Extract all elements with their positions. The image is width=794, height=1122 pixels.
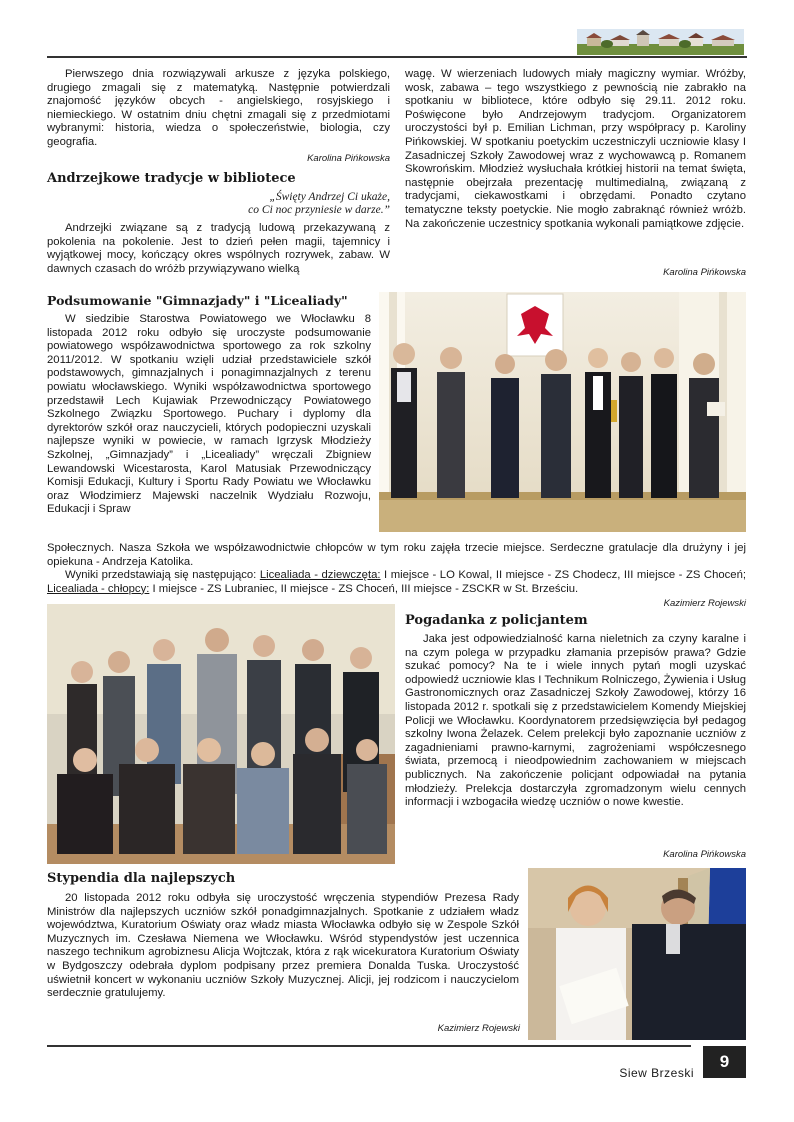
andrzejki-body-left (47, 222, 390, 276)
sports-byline: Kazimierz Rojewski (663, 598, 746, 609)
exams-article-body (47, 68, 390, 150)
footer-publication: Siew Brzeski (619, 1066, 694, 1080)
sports-body-wide (47, 542, 746, 596)
page-number-box (703, 1046, 746, 1078)
exams-byline: Karolina Pińkowska (307, 153, 390, 164)
sports-results-boys: I miejsce - ZS Lubraniec, II miejsce - ZS Choceń, III miejsce - ZSCKR w St. Brześciu. (149, 582, 579, 595)
sports-title: Podsumowanie "Gimnazjady" i "Licealiady" (47, 293, 348, 308)
page-number: 9 (719, 1052, 730, 1071)
scholarship-award-photo (528, 868, 746, 1040)
andrzejki-quote-line2: co Ci noc przyniesie w darze.” (248, 204, 390, 216)
header-banner-image (577, 29, 744, 55)
students-police-photo (47, 604, 395, 864)
andrzejki-quote-line1: „Święty Andrzej Ci ukaże, (269, 191, 390, 203)
andrzejki-title: Andrzejkowe tradycje w bibliotece (47, 171, 296, 186)
header-rule (47, 56, 747, 58)
police-paragraph: Jaka jest odpowiedzialność karna nieletnich za czyny karalne i na czym polega w przypadku złamania przepisów prawa? Gdzie szukać pomocy? Na te i wiele innych pytań mogli uzyskać odpowiedź uczniowie klas I Technikum Rolniczego, Żywienia i Usług Gastronomicznych oraz Zasadniczej Szkoły Zawodowej, którzy 16 listopada 2012 r. spotkali się z przedstawicielem Komendy Miejskiej Policji we Włocławku. Koordynatorem przedsięwzięcia był pedagog szkolny Iwona Żelazek. Celem prelekcji było zapoznanie uczniów z zagadnieniami prawno-karnymi, zagrożeniami współczesnego świata, przemocą i nieodpowiednim zachowaniem w miejscach publicznych. Na zakończenie policjant odpowiadał na pytania młodzieży. Prelekcja dostarczyła zgromadzonym wielu cennych informacji i wzbogaciła wiedzę uczniów o nowe kwestie. (405, 633, 746, 809)
andrzejki-paragraph-right: wagę. W wierzeniach ludowych miały magiczny wymiar. Wróżby, wosk, zabawa – tego wszystkiego z pewnością nie zabrakło na spotkaniu w bibliotece, które odbyło się 29.11. 2012 roku. Poświęcone było Andrzejowym tradycjom. Organizatorem uroczystości był p. Emilian Lichman, przy współpracy p. Karoliny Pińkowskiej. W spotkaniu poetyckim uczestniczyli uczniowie klasy I Zasadniczej Szkoły Zawodowej wraz z wychowawcą p. Romanem Skowrońskim. Młodzież wysłuchała krótkiej historii na temat święta, następnie obejrzała prezentację multimedialną, związaną z tradycjami, ciekawostkami i obrzędami. Ponadto czytano tematyczne teksty poetyckie. Nie mogło zabraknąć również wróżb. Na zakończenie uczestnicy spotkania wykonali pamiątkowe zdjęcie. (405, 68, 746, 230)
sports-results-boys-label: Licealiada - chłopcy: (47, 582, 150, 595)
scholarship-paragraph: 20 listopada 2012 roku odbyła się uroczystość wręczenia stypendiów Prezesa Rady Ministrów dla najlepszych uczniów szkół ponadgimnazjalnych. Spotkanie z udziałem władz województwa, Kuratorium Oświaty oraz władz miasta Włocławka odbyło się w Zespole Szkół Muzycznych im. Czesława Niemena we Włocławku. Wśród stypendystów jest uczennica naszego technikum agrobiznesu Alicja Wojtczak, która z rąk wicekuratora Kuratorium Oświaty w Bydgoszczy odebrała dyplom podpisany przez premiera Donalda Tuska. Uroczystość uświetnił koncert w wykonaniu uczniów Szkoły Muzycznej. Alicji, jej rodzicom i nauczycielom serdecznie gratulujemy. (47, 892, 519, 1000)
sports-results-girls: I miejsce - LO Kowal, II miejsce - ZS Chodecz, III miejsce - ZS Choceń; (380, 569, 746, 582)
scholarship-body (47, 892, 519, 1001)
sports-results-intro: Wyniki przedstawiają się następująco: (65, 569, 260, 582)
sports-paragraph-column: W siedzibie Starostwa Powiatowego we Włocławku 8 listopada 2012 roku odbyło się uroczyste podsumowanie powiatowego współzawodnictwa sportowego za rok szkolny 2011/2012. W spotkaniu wzięli udział przedstawiciele szkół podstawowych, gimnazjalnych i ponagimnazjalnych z terenu powiatu włocławskiego. Wyniki współzawodnictwa sportowego przedstawił Lech Kujawiak Przewodniczący Powiatowego Szkolnego Związku Sportowego. Puchary i dyplomy dla dyrektorów szkół oraz nauczycieli, których podopieczni uzyskali najlepsze wyniki w powiecie, w ramach Igrzysk Młodzieży Szkolnej, „Gimnazjady” i „Licealiady” wręczali Zbigniew Lewandowski Wicestarosta, Karol Matusiak Przewodniczący Komisji Edukacji, Kultury i Sportu Rady Powiatu we Włocławku oraz Włodzimierz Majewski naczelnik Wydziału Rozwoju, Edukacji i Spraw (47, 313, 371, 516)
police-byline: Karolina Pińkowska (663, 849, 746, 860)
officials-group-photo (379, 292, 746, 532)
police-body (405, 633, 746, 810)
scholarship-title: Stypendia dla najlepszych (47, 871, 236, 886)
andrzejki-byline: Karolina Pińkowska (663, 267, 746, 278)
scholarship-byline: Kazimierz Rojewski (437, 1023, 520, 1034)
andrzejki-body-right (405, 68, 746, 231)
footer-rule (47, 1045, 691, 1047)
sports-body-column (47, 313, 371, 517)
police-title: Pogadanka z policjantem (405, 613, 588, 628)
sports-results (47, 569, 746, 596)
andrzejki-quote (47, 191, 390, 217)
sports-results-girls-label: Licealiada - dziewczęta: (259, 569, 381, 582)
sports-paragraph-wide: Społecznych. Nasza Szkoła we współzawodnictwie chłopców w tym roku zajęła trzecie miejsce. Serdeczne gratulacje dla drużyny i jej opiekuna - Andrzeja Katolika. (47, 542, 746, 568)
andrzejki-paragraph-left: Andrzejki związane są z tradycją ludową przekazywaną z pokolenia na pokolenie. Jest to dzień pełen magii, tajemnicy i wyjątkowej mocy, kończący okres wspólnych rozrywek, zabaw. W dawnych czasach do wróżb przywiązywano wielką (47, 222, 390, 275)
exams-paragraph: Pierwszego dnia rozwiązywali arkusze z języka polskiego, drugiego zmagali się z matematyką. Następnie potwierdzali znajomość języków obcych - angielskiego, rosyjskiego i niemieckiego. W ostatnim dniu chętni zmagali się z przedmiotami wybranymi: historia, wiedza o społeczeństwie, biologia, czy geografia. (47, 68, 390, 148)
